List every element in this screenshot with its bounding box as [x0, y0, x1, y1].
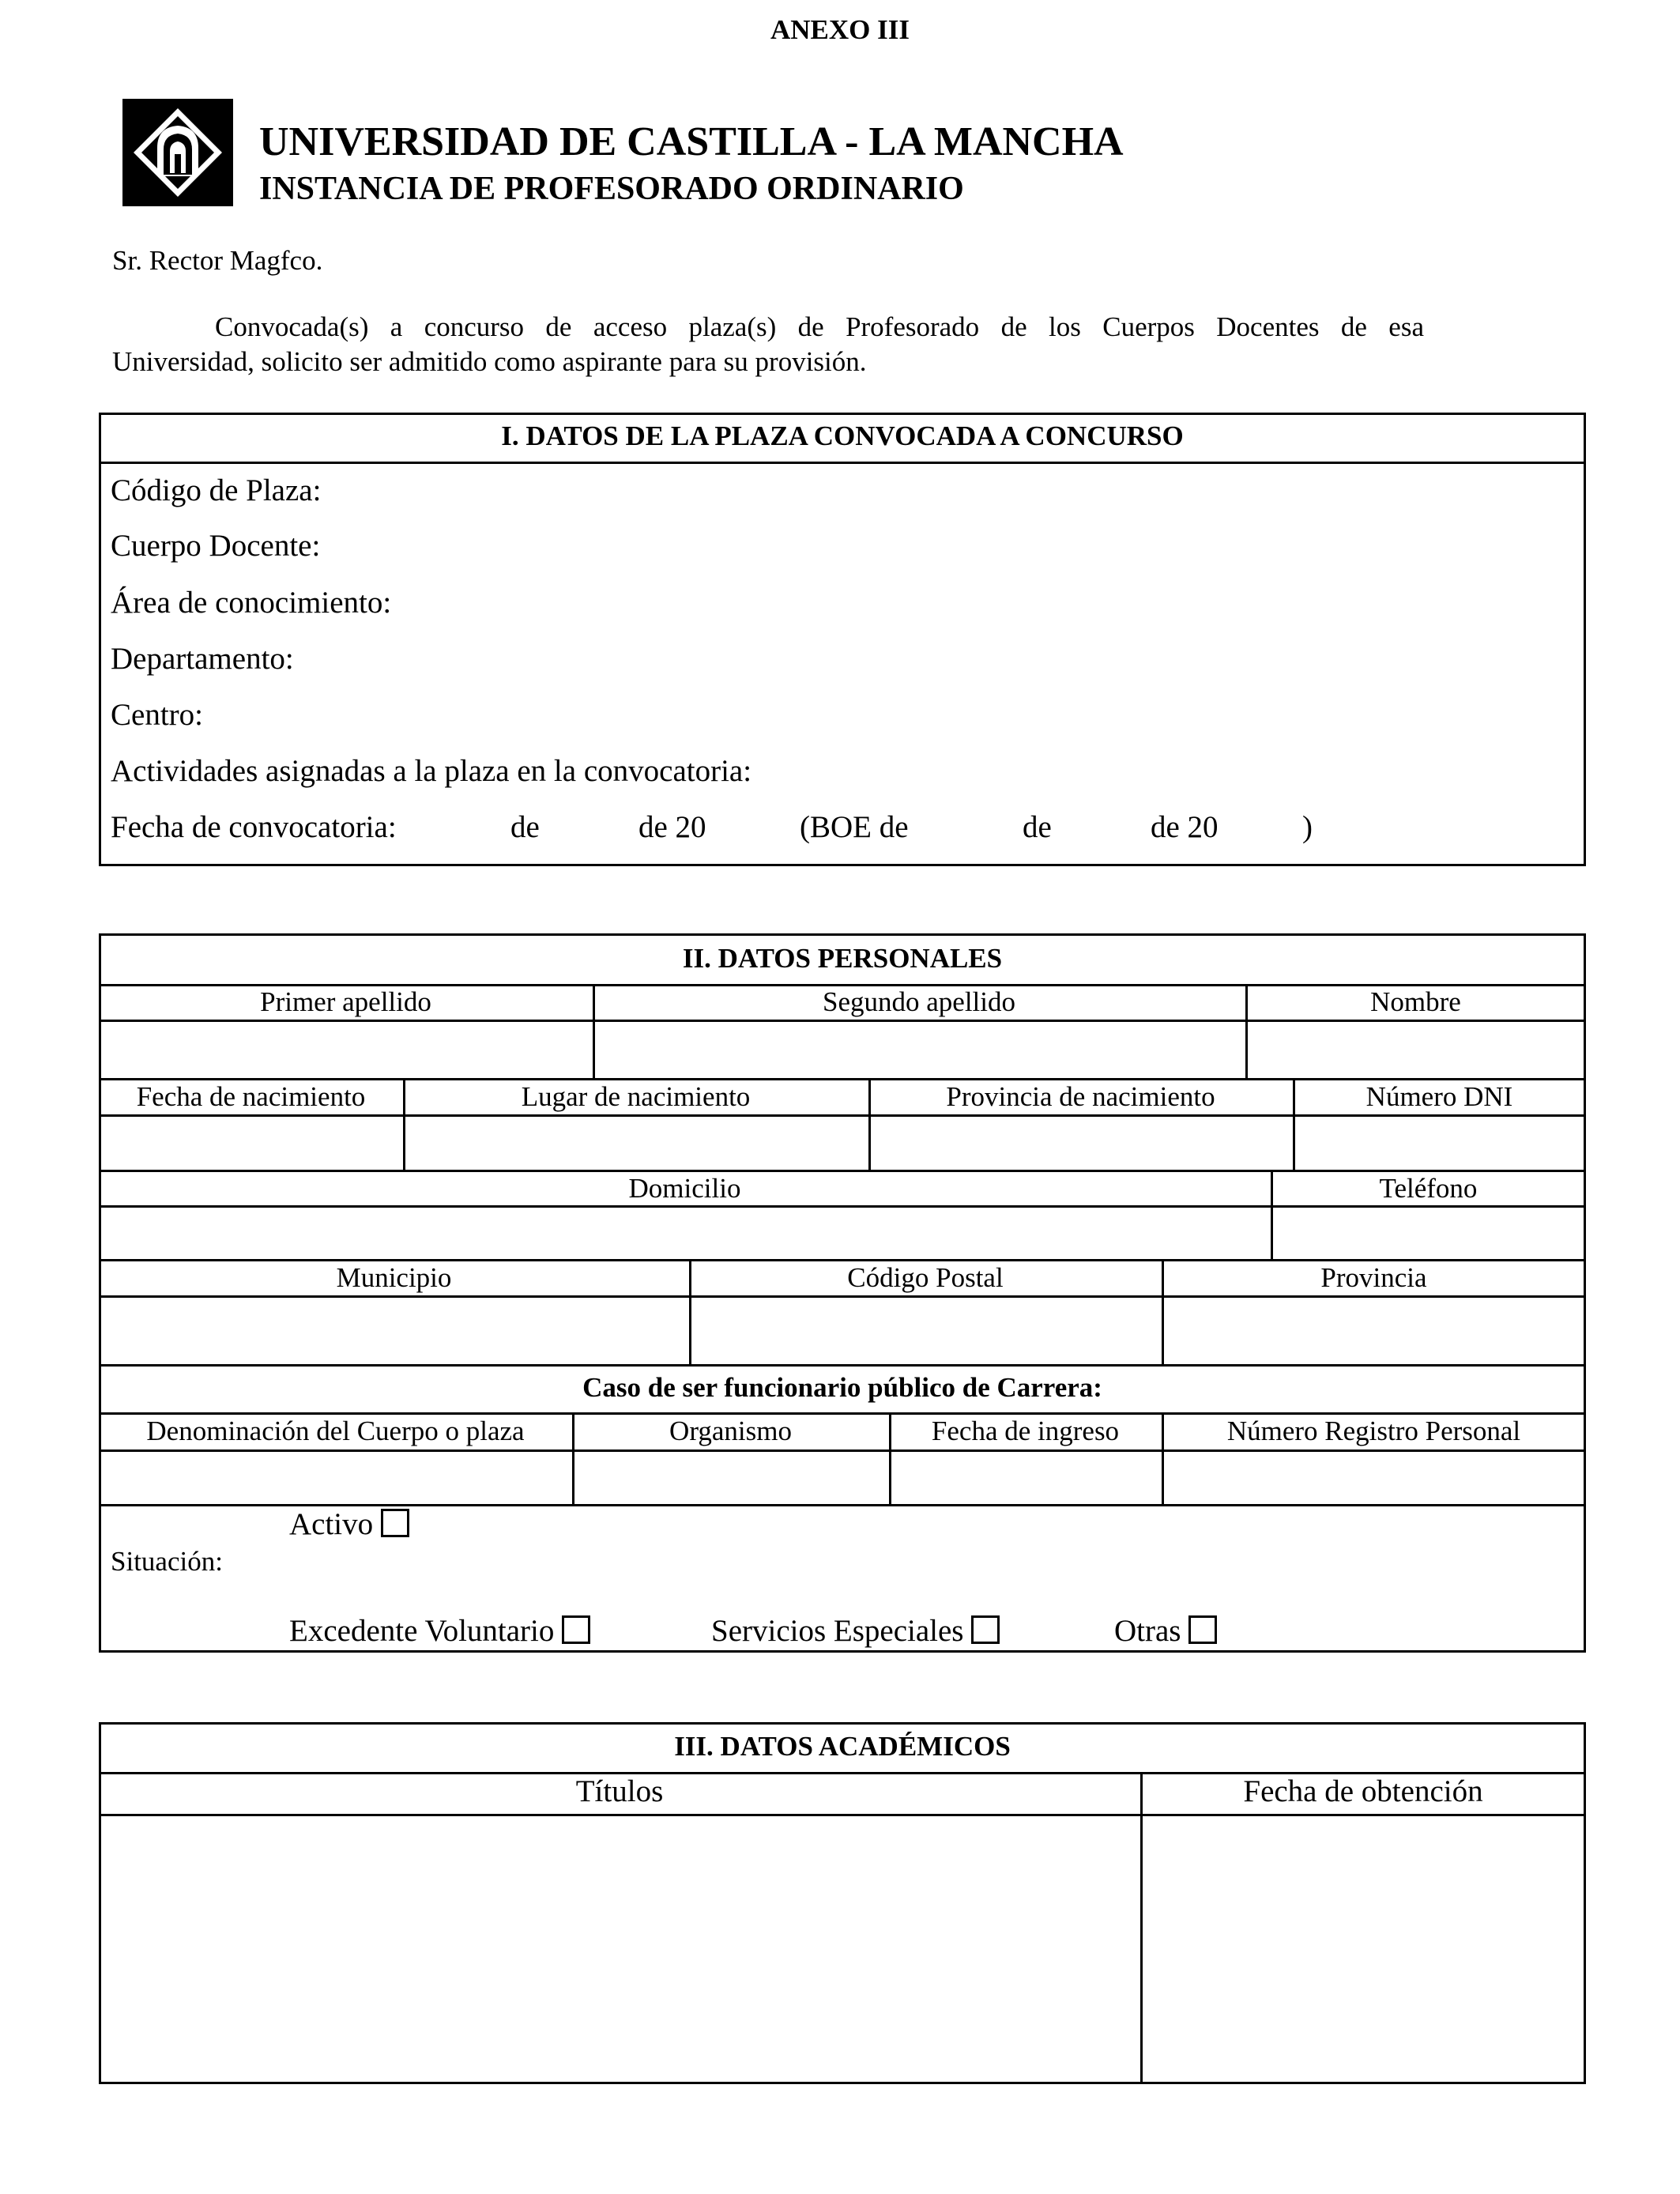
denominacion-cuerpo-input[interactable] [101, 1452, 571, 1503]
telefono-label: Teléfono [1379, 1173, 1478, 1204]
codigo-plaza-field[interactable]: Código de Plaza: [111, 473, 322, 507]
activo-checkbox[interactable] [381, 1509, 409, 1537]
organismo-input[interactable] [574, 1452, 887, 1503]
primer-apellido-label: Primer apellido [260, 986, 431, 1017]
activo-option[interactable] [289, 1506, 409, 1542]
fecha-obtencion-header: Fecha de obtención [1243, 1774, 1483, 1808]
servicios-label: Servicios Especiales [711, 1614, 964, 1648]
area-conocimiento-field[interactable]: Área de conocimiento: [111, 586, 392, 620]
telefono-input[interactable] [1273, 1208, 1584, 1258]
registro-personal-label: Número Registro Personal [1226, 1416, 1521, 1446]
dni-label: Número DNI [1365, 1081, 1513, 1112]
lugar-nacimiento-label: Lugar de nacimiento [521, 1081, 751, 1112]
form-title: INSTANCIA DE PROFESORADO ORDINARIO [259, 171, 964, 207]
provincia-label: Provincia [1320, 1262, 1427, 1293]
annex-label: ANEXO III [770, 14, 910, 45]
titulos-header: Títulos [575, 1774, 664, 1808]
intro-line-2: Universidad, solicito ser admitido como aspirante para su provisión. [112, 346, 867, 377]
fecha-de20-1: de 20 [638, 810, 706, 844]
dni-input[interactable] [1295, 1117, 1584, 1169]
registro-personal-input[interactable] [1164, 1452, 1584, 1503]
section-3-title: III. DATOS ACADÉMICOS [674, 1731, 1011, 1762]
section-2-title: II. DATOS PERSONALES [682, 943, 1003, 974]
domicilio-input[interactable] [101, 1208, 1269, 1258]
primer-apellido-input[interactable] [101, 1022, 591, 1077]
nombre-label: Nombre [1370, 986, 1461, 1017]
codigo-postal-label: Código Postal [847, 1262, 1004, 1293]
fecha-de-1: de [510, 810, 540, 844]
section-1-box [99, 413, 1586, 866]
servicios-option[interactable] [711, 1613, 1000, 1649]
activo-label: Activo [289, 1507, 374, 1541]
university-name: UNIVERSIDAD DE CASTILLA - LA MANCHA [259, 119, 1124, 164]
denominacion-cuerpo-label: Denominación del Cuerpo o plaza [146, 1416, 525, 1446]
fecha-de-2: de [1023, 810, 1052, 844]
organismo-label: Organismo [669, 1416, 792, 1446]
actividades-field[interactable]: Actividades asignadas a la plaza en la convocatoria: [111, 754, 752, 788]
provincia-nacimiento-label: Provincia de nacimiento [946, 1081, 1215, 1112]
nombre-input[interactable] [1248, 1022, 1584, 1077]
university-arches-icon [122, 99, 233, 206]
excedente-checkbox[interactable] [562, 1615, 590, 1644]
excedente-label: Excedente Voluntario [289, 1614, 555, 1648]
intro-line-1: Convocada(s) a concurso de acceso plaza(s) de Profesorado de los Cuerpos Docentes de esa [215, 311, 1424, 342]
provincia-nacimiento-input[interactable] [871, 1117, 1291, 1169]
segundo-apellido-label: Segundo apellido [823, 986, 1015, 1017]
salutation: Sr. Rector Magfco. [112, 245, 323, 276]
servicios-checkbox[interactable] [971, 1615, 1000, 1644]
otras-label: Otras [1114, 1614, 1181, 1648]
fecha-convocatoria-label: Fecha de convocatoria: [111, 810, 397, 844]
section-1-title: I. DATOS DE LA PLAZA CONVOCADA A CONCURSO [501, 420, 1184, 451]
fecha-ingreso-label: Fecha de ingreso [931, 1416, 1120, 1446]
municipio-label: Municipio [336, 1262, 452, 1293]
fecha-obtencion-input[interactable] [1143, 1816, 1584, 2082]
boe-de: (BOE de [800, 810, 909, 844]
excedente-option[interactable] [289, 1613, 590, 1649]
domicilio-label: Domicilio [628, 1173, 741, 1204]
provincia-input[interactable] [1164, 1298, 1584, 1363]
otras-checkbox[interactable] [1188, 1615, 1217, 1644]
centro-field[interactable]: Centro: [111, 698, 203, 732]
codigo-postal-input[interactable] [691, 1298, 1160, 1363]
fecha-de20-2: de 20 [1151, 810, 1219, 844]
cuerpo-docente-field[interactable]: Cuerpo Docente: [111, 529, 321, 563]
segundo-apellido-input[interactable] [595, 1022, 1243, 1077]
funcionario-title: Caso de ser funcionario público de Carrera: [582, 1372, 1102, 1403]
municipio-input[interactable] [101, 1298, 687, 1363]
university-logo [122, 99, 233, 206]
fecha-nacimiento-input[interactable] [101, 1117, 401, 1169]
otras-option[interactable] [1114, 1613, 1217, 1649]
departamento-field[interactable]: Departamento: [111, 642, 294, 676]
fecha-nacimiento-label: Fecha de nacimiento [136, 1081, 366, 1112]
fecha-ingreso-input[interactable] [891, 1452, 1160, 1503]
lugar-nacimiento-input[interactable] [405, 1117, 867, 1169]
situacion-label: Situación: [111, 1546, 223, 1577]
boe-close: ) [1302, 810, 1313, 844]
titulos-input[interactable] [101, 1816, 1139, 2082]
